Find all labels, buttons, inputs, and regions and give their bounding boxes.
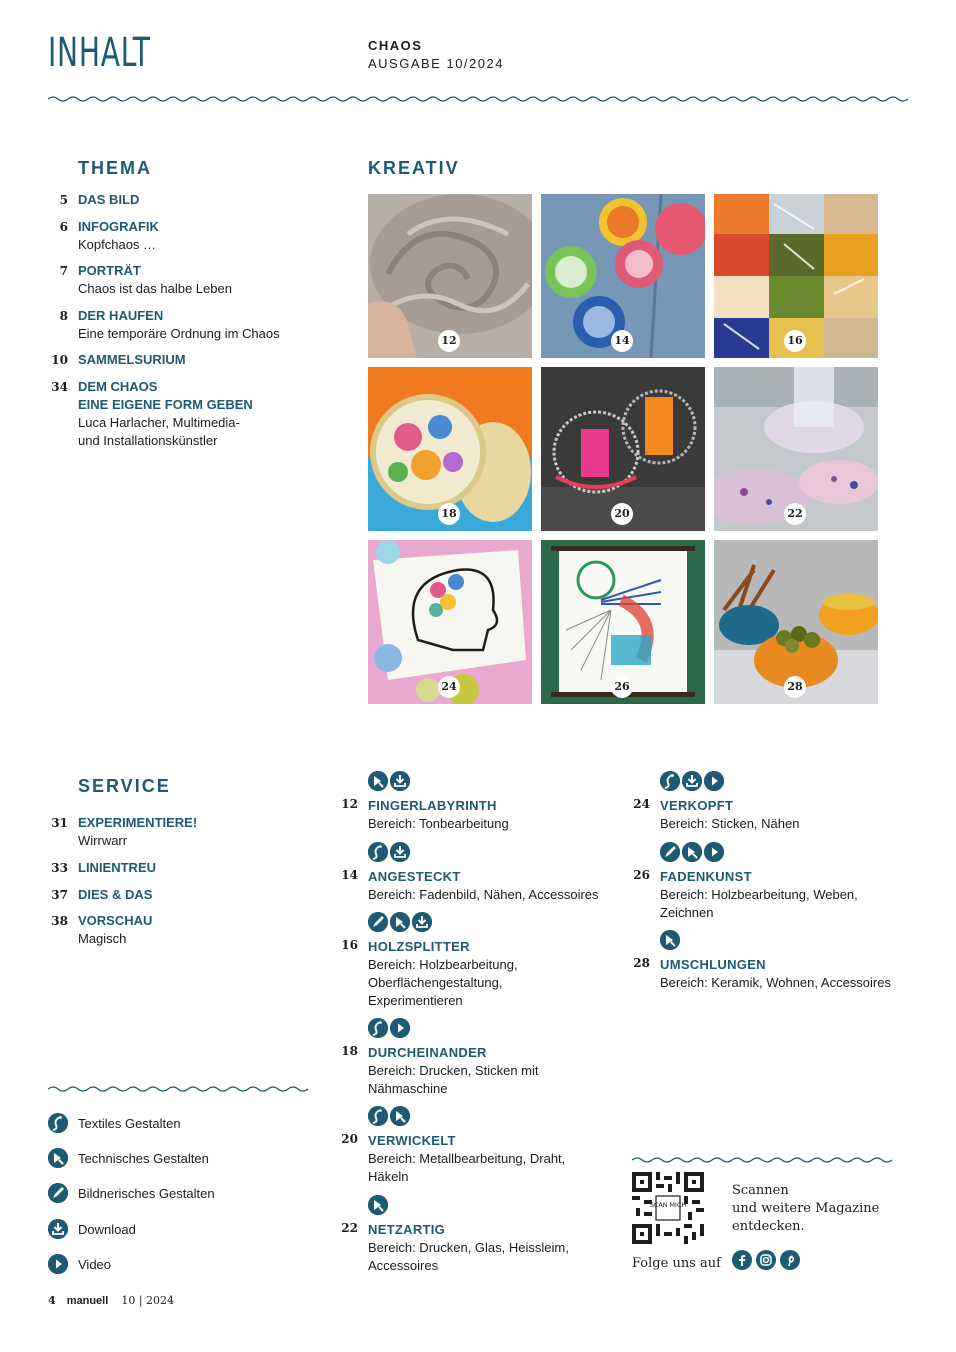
bildnerisches-gestalten-icon: [48, 1183, 68, 1203]
technisches-gestalten-icon: [682, 842, 702, 862]
project-area: Bereich: Drucken, Glas, Heissleim,: [368, 1240, 569, 1255]
toc-title: DAS BILD: [78, 192, 140, 207]
textiles-gestalten-icon: [368, 842, 388, 862]
project-area-line-2: Oberflächengestaltung,: [368, 975, 503, 990]
legend-label: Technisches Gestalten: [78, 1150, 209, 1166]
project-area: Bereich: Holzbearbeitung, Weben,: [660, 887, 858, 902]
qr-badge: SCAN MICH: [649, 1201, 687, 1210]
project-title: FINGERLABYRINTH: [368, 798, 497, 813]
page-number: 20: [341, 1132, 358, 1146]
video-icon[interactable]: [390, 1018, 410, 1038]
page-number: 24: [633, 797, 650, 811]
qr-divider: [632, 1155, 894, 1165]
video-icon: [48, 1254, 68, 1274]
legend-label: Textiles Gestalten: [78, 1115, 181, 1131]
project-title: NETZARTIG: [368, 1222, 446, 1237]
page-badge: 20: [611, 503, 633, 525]
technisches-gestalten-icon: [368, 1195, 388, 1215]
project-title: VERKOPFT: [660, 798, 734, 813]
kreativ-heading: KREATIV: [368, 158, 460, 178]
legend-divider: [48, 1084, 310, 1094]
page-number: 34: [51, 380, 68, 394]
page-number: 33: [51, 861, 68, 875]
project-durcheinander[interactable]: [340, 1018, 610, 1098]
legend-label: Bildnerisches Gestalten: [78, 1185, 215, 1201]
issue-topic: CHAOS: [368, 38, 423, 53]
project-title: UMSCHLUNGEN: [660, 957, 766, 972]
follow-label: Folge uns auf: [632, 1256, 721, 1271]
photo-tile-fadenkunst[interactable]: [541, 540, 705, 704]
photo-tile-netzartig[interactable]: [714, 367, 878, 531]
toc-subtitle: Magisch: [78, 931, 127, 946]
page-badge: 18: [438, 503, 460, 525]
project-verkopft[interactable]: [632, 771, 902, 833]
page-number: 14: [341, 868, 358, 882]
scan-text: [732, 1182, 902, 1236]
wavy-divider: [48, 94, 908, 104]
project-title: VERWICKELT: [368, 1133, 456, 1148]
download-icon: [48, 1219, 68, 1239]
toc-subtitle-line-2: und Installationskünstler: [78, 433, 218, 448]
photo-tile-verwickelt[interactable]: [541, 367, 705, 531]
project-holzsplitter[interactable]: [340, 912, 610, 1010]
photo-tile-holzsplitter[interactable]: [714, 194, 878, 358]
thema-heading: THEMA: [78, 158, 152, 178]
toc-title: EXPERIMENTIERE!: [78, 815, 198, 830]
toc-subtitle: Chaos ist das halbe Leben: [78, 281, 232, 296]
toc-subtitle: Kopfchaos …: [78, 237, 157, 252]
project-area: Bereich: Sticken, Nähen: [660, 816, 800, 831]
toc-title: VORSCHAU: [78, 913, 153, 928]
footer-page-number: 4: [48, 1294, 56, 1307]
page-badge: 24: [438, 676, 460, 698]
technisches-gestalten-icon: [390, 912, 410, 932]
page-badge: 14: [611, 330, 633, 352]
toc-subtitle: Eine temporäre Ordnung im Chaos: [78, 326, 280, 341]
service-heading: SERVICE: [78, 776, 171, 796]
project-area: Bereich: Drucken, Sticken mit: [368, 1063, 539, 1078]
technisches-gestalten-icon: [48, 1148, 68, 1168]
photo-tile-umschlungen[interactable]: [714, 540, 878, 704]
toc-title: PORTRÄT: [78, 263, 141, 278]
project-fadenkunst[interactable]: [632, 842, 902, 922]
legend-label: Video: [78, 1256, 112, 1272]
project-area-line-2: Accessoires: [368, 1258, 439, 1273]
page-title: INHALT: [48, 30, 151, 76]
page-badge: 16: [784, 330, 806, 352]
toc-subtitle: Luca Harlacher, Multimedia-: [78, 415, 240, 430]
issue-number: AUSGABE 10/2024: [368, 56, 504, 71]
project-title: FADENKUNST: [660, 869, 752, 884]
toc-title: DER HAUFEN: [78, 308, 164, 323]
photo-tile-fingerlabyrinth[interactable]: [368, 194, 532, 358]
toc-title: DEM CHAOS: [78, 379, 158, 394]
download-icon[interactable]: [412, 912, 432, 932]
toc-title: SAMMELSURIUM: [78, 352, 186, 367]
scan-text-line-3: entdecken.: [732, 1219, 805, 1234]
social-links: [732, 1250, 800, 1270]
project-area-line-2: Zeichnen: [660, 905, 714, 920]
page-number: 12: [341, 797, 358, 811]
technisches-gestalten-icon: [390, 1106, 410, 1126]
project-title: ANGESTECKT: [368, 869, 461, 884]
toc-title-line-2: EINE EIGENE FORM GEBEN: [78, 397, 253, 412]
textiles-gestalten-icon: [368, 1106, 388, 1126]
page-number: 28: [633, 956, 650, 970]
legend-item-bildnerisches: [48, 1182, 215, 1204]
video-icon[interactable]: [704, 842, 724, 862]
page-number: 38: [51, 914, 68, 928]
project-area: Bereich: Fadenbild, Nähen, Accessoires: [368, 887, 599, 902]
photo-tile-angesteckt[interactable]: [541, 194, 705, 358]
toc-title: INFOGRAFIK: [78, 219, 159, 234]
toc-title: DIES & DAS: [78, 887, 153, 902]
page-number: 6: [59, 220, 68, 234]
legend-label: Download: [78, 1221, 136, 1237]
page-badge: 26: [611, 676, 633, 698]
textiles-gestalten-icon: [368, 1018, 388, 1038]
legend-item-download: [48, 1218, 136, 1240]
project-title: HOLZSPLITTER: [368, 939, 470, 954]
project-angesteckt[interactable]: [340, 842, 610, 904]
page-badge: 22: [784, 503, 806, 525]
scan-text-line-1: Scannen: [732, 1183, 789, 1198]
textiles-gestalten-icon: [48, 1113, 68, 1133]
legend-item-video: [48, 1253, 111, 1275]
project-verwickelt[interactable]: [340, 1106, 610, 1186]
project-area: Bereich: Keramik, Wohnen, Accessoires: [660, 975, 891, 990]
toc-subtitle: Wirrwarr: [78, 833, 128, 848]
toc-title: LINIENTREU: [78, 860, 156, 875]
textiles-gestalten-icon: [660, 771, 680, 791]
facebook-icon[interactable]: [732, 1250, 752, 1270]
instagram-icon[interactable]: [756, 1250, 776, 1270]
qr-code[interactable]: [632, 1172, 704, 1244]
project-title: DURCHEINANDER: [368, 1045, 487, 1060]
project-area: Bereich: Holzbearbeitung,: [368, 957, 518, 972]
technisches-gestalten-icon: [368, 771, 388, 791]
photo-tile-durcheinander[interactable]: [368, 367, 532, 531]
pinterest-icon[interactable]: [780, 1250, 800, 1270]
bildnerisches-gestalten-icon: [368, 912, 388, 932]
project-area-line-3: Experimentieren: [368, 993, 463, 1008]
project-area: Bereich: Tonbearbeitung: [368, 816, 509, 831]
page-number: 10: [51, 353, 68, 367]
bildnerisches-gestalten-icon: [660, 842, 680, 862]
page-number: 31: [51, 816, 68, 830]
download-icon[interactable]: [390, 771, 410, 791]
page-badge: 12: [438, 330, 460, 352]
scan-text-line-2: und weitere Magazine: [732, 1201, 880, 1216]
page-number: 7: [59, 264, 68, 278]
technisches-gestalten-icon: [660, 930, 680, 950]
project-area-line-2: Nähmaschine: [368, 1081, 448, 1096]
page-number: 26: [633, 868, 650, 882]
page-number: 5: [59, 193, 68, 207]
download-icon[interactable]: [390, 842, 410, 862]
project-area: Bereich: Metallbearbeitung, Draht,: [368, 1151, 566, 1166]
page-number: 37: [51, 888, 68, 902]
legend-item-textiles: [48, 1112, 181, 1134]
project-umschlungen[interactable]: [632, 930, 902, 992]
footer-magazine: manuell: [66, 1295, 109, 1307]
page-number: 18: [341, 1044, 358, 1058]
page-number: 22: [341, 1221, 358, 1235]
footer-issue: 10 | 2024: [121, 1294, 175, 1307]
page-number: 16: [341, 938, 358, 952]
project-area-line-2: Häkeln: [368, 1169, 409, 1184]
download-icon[interactable]: [682, 771, 702, 791]
page-footer: [48, 1294, 174, 1307]
photo-tile-verkopft[interactable]: [368, 540, 532, 704]
video-icon[interactable]: [704, 771, 724, 791]
legend-item-technisches: [48, 1147, 209, 1169]
page-number: 8: [59, 309, 68, 323]
project-netzartig[interactable]: [340, 1195, 610, 1275]
page-badge: 28: [784, 676, 806, 698]
project-fingerlabyrinth[interactable]: [340, 771, 610, 833]
